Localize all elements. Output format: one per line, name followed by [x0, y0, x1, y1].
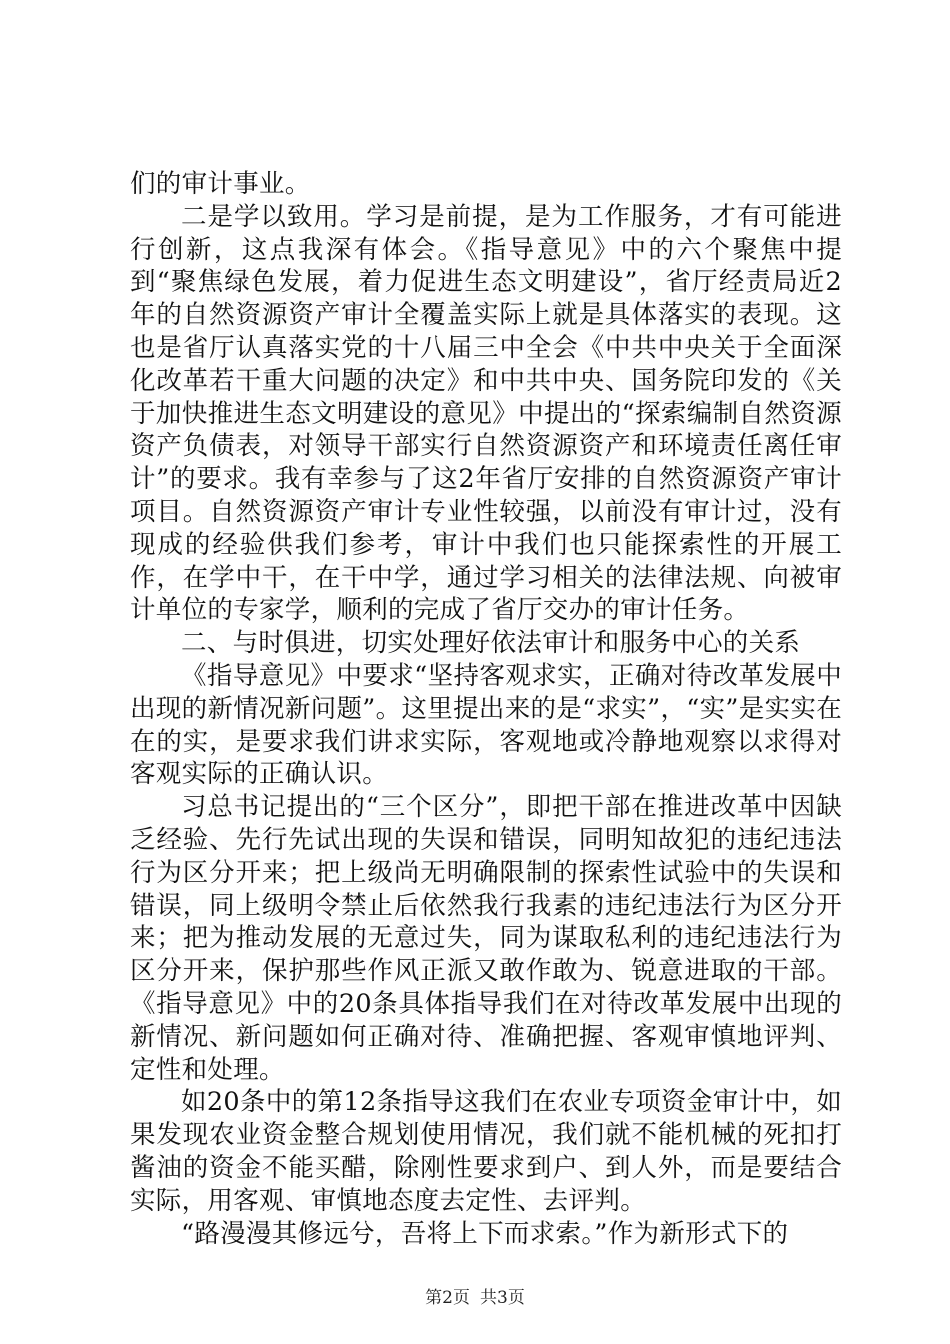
page-number: 第2页 — [425, 1288, 470, 1308]
section-heading: 二、与时俱进，切实处理好依法审计和服务中心的关系 — [181, 628, 801, 659]
document-body — [130, 168, 842, 1250]
paragraph-2: 二是学以致用。学习是前提，是为工作服务，才有可能进行创新，这点我深有体会。《指导意见》中的六个聚焦中提到“聚焦绿色发展，着力促进生态文明建设”，省厅经责局近2年的自然资源资产审计全覆盖实际上就是具体落实的表现。这也是省厅认真落实党的十八届三中全会《中共中央关于全面深化改革若干重大问题的决定》和中共中央、国务院印发的《关于加快推进生态文明建设的意见》中提出的“探索编制自然资源资产负债表，对领导干部实行自然资源资产和环境责任离任审计”的要求。我有幸参与了这2年省厅安排的自然资源资产审计项目。自然资源资产审计专业性较强，以前没有审计过，没有现成的经验供我们参考，审计中我们也只能探索性的开展工作，在学中干，在干中学，通过学习相关的法律法规、向被审计单位的专家学，顺利的完成了省厅交办的审计任务。 — [130, 201, 842, 626]
paragraph-5: 如20条中的第12条指导这我们在农业专项资金审计中，如果发现农业资金整合规划使用情况，我们就不能机械的死扣打酱油的资金不能买醋，除刚性要求到户、到人外，而是要结合实际，用客观、审慎地态度去定性、去评判。 — [130, 1087, 842, 1216]
paragraph-3: 《指导意见》中要求“坚持客观求实，正确对待改革发展中出现的新情况新问题”。这里提出来的是“求实”，“实”是实实在在的实，是要求我们讲求实际，客观地或冷静地观察以求得对客观实际的正确认识。 — [130, 660, 842, 790]
paragraph-6: “路漫漫其修远兮，吾将上下而求索。”作为新形式下的 — [181, 1218, 789, 1249]
page-footer — [0, 1288, 950, 1308]
page-total: 共3页 — [480, 1288, 525, 1308]
paragraph-1: 们的审计事业。 — [130, 169, 311, 199]
paragraph-4: 习总书记提出的“三个区分”，即把干部在推进改革中因缺乏经验、先行先试出现的失误和错误，同明知故犯的违纪违法行为区分开来；把上级尚无明确限制的探索性试验中的失误和错误，同上级明令禁止后依然我行我素的违纪违法行为区分开来；把为推动发展的无意过失，同为谋取私利的违纪违法行为区分开来，保护那些作风正派又敢作敢为、锐意进取的干部。《指导意见》中的20条具体指导我们在对待改革发展中出现的新情况、新问题如何正确对待、准确把握、客观审慎地评判、定性和处理。 — [130, 792, 842, 1085]
